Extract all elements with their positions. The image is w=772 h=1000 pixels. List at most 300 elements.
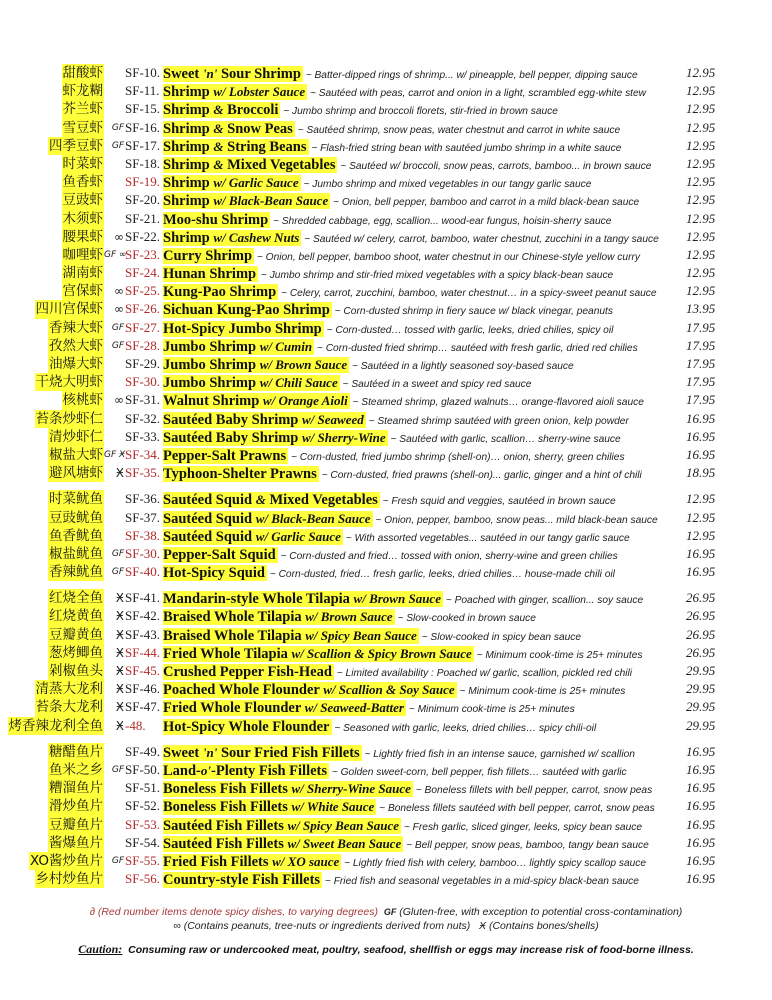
item-title-main: Kung-Pao Shrimp — [163, 284, 277, 301]
item-price: 29.95 — [686, 699, 716, 715]
item-title-sub: w/ Chili Sauce — [259, 375, 338, 391]
chinese-name: 椒盐鱿鱼 — [49, 545, 103, 562]
menu-item — [0, 137, 772, 155]
dietary-marks: Ӿ — [115, 664, 124, 678]
item-title-sub: w/ Seaweed-Batter — [304, 700, 404, 716]
item-price: 16.95 — [686, 852, 716, 868]
item-price: 13.95 — [686, 301, 716, 317]
menu-item — [0, 319, 772, 337]
item-title-main: Sautéed Fish Fillets — [163, 817, 288, 834]
item-code: SF-41. — [125, 590, 161, 606]
item-description: ~ Sautéed in a sweet and spicy red sauce — [339, 379, 532, 391]
item-title — [163, 339, 314, 355]
item-title-sub: w/ Sherry-Wine — [302, 429, 386, 445]
item-price: 12.95 — [686, 119, 716, 135]
item-price: 29.95 — [686, 663, 716, 678]
item-title-tail: Sour Shrimp — [217, 66, 301, 82]
menu-item — [0, 490, 772, 508]
seafood-menu — [0, 64, 772, 896]
item-description: ~ Boneless fillets with bell pepper, carrot, snow peas — [412, 785, 653, 797]
dietary-marks: ∞ — [114, 284, 124, 299]
dietary-marks: Ӿ — [115, 682, 124, 697]
item-title — [163, 511, 373, 527]
menu-item — [0, 545, 772, 563]
item-price: 16.95 — [686, 761, 716, 777]
item-title-sub: 'n' — [202, 66, 218, 81]
chinese-name: 甜酸虾 — [62, 65, 103, 81]
item-description: ~ Jumbo shrimp and broccoli florets, stir-fried in brown sauce — [280, 106, 558, 118]
item-code: SF-35. — [125, 465, 161, 481]
menu-item — [0, 527, 772, 545]
item-price: 12.95 — [686, 265, 716, 281]
gf-legend-text: (Gluten-free, with exception to potential cross-contamination) — [399, 906, 683, 918]
caution-notice — [0, 942, 772, 957]
item-title-sub: w/ Black-Bean Sauce — [213, 193, 329, 209]
item-code: SF-29. — [125, 356, 161, 371]
item-code: SF-16. — [125, 119, 161, 135]
item-description: ~ Onion, pepper, bamboo, snow peas... mild black-bean sauce — [372, 514, 658, 526]
item-title-tail: Broccoli — [223, 102, 279, 119]
item-code: SF-22. — [125, 228, 161, 244]
item-title-sub: w/ Black-Bean Sauce — [255, 510, 371, 526]
item-price: 12.95 — [686, 228, 716, 244]
item-description: ~ Poached with ginger, scallion... soy sauce — [442, 595, 644, 607]
caution-label: Caution: — [78, 942, 123, 956]
item-title-sub: w/ Brown Sauce — [353, 591, 441, 607]
item-price: 12.95 — [686, 491, 716, 507]
chinese-name: 四季豆虾 — [49, 137, 103, 154]
menu-item — [0, 410, 772, 428]
item-description: ~ Sautéed shrimp, snow peas, water chestnut and carrot in white sauce — [294, 124, 621, 136]
chinese-name: 红烧黄鱼 — [49, 608, 103, 625]
item-title-sub: w/ Brown Sauce — [259, 357, 348, 372]
chinese-name: 鱼香虾 — [62, 174, 103, 191]
item-description: ~ Golden sweet-corn, bell pepper, fish fillets… sautéed with garlic — [329, 766, 627, 778]
item-description: ~ Seasoned with garlic, leeks, dried chilies… spicy chili-oil — [331, 722, 597, 734]
item-title — [163, 836, 403, 852]
chinese-name: 乡村炒鱼片 — [35, 871, 103, 888]
menu-item — [0, 300, 772, 318]
item-description: ~ Shredded cabbage, egg, scallion... wood-ear fungus, hoisin-sherry sauce — [270, 215, 612, 227]
item-description: ~ Steamed shrimp, glazed walnuts… orange-flavored aioli sauce — [349, 397, 644, 409]
chinese-name: 清炒虾仁 — [49, 428, 103, 445]
item-title-main: Typhoon-Shelter Prawns — [163, 466, 317, 483]
item-title-main: Shrimp — [163, 84, 214, 101]
menu-item — [0, 626, 772, 644]
spicy-symbol: ∂ — [89, 906, 95, 918]
item-price: 12.95 — [686, 210, 716, 226]
item-price: 12.95 — [686, 101, 716, 117]
item-code: SF-34. — [125, 446, 161, 462]
bones-legend-text: (Contains bones/shells) — [488, 920, 599, 932]
chinese-name: 豆瓣黄鱼 — [49, 626, 103, 643]
item-title — [163, 448, 288, 464]
item-name-line — [163, 464, 642, 485]
item-code: SF-24. — [125, 265, 161, 281]
section-whole-fish — [0, 589, 772, 735]
chinese-name: 芥兰虾 — [62, 101, 103, 118]
item-price: 12.95 — [686, 283, 716, 299]
item-title-sub: w/ Sherry-Wine Sauce — [291, 781, 411, 797]
chinese-name: 苔条大龙利 — [35, 699, 103, 716]
chinese-name: 红烧全鱼 — [49, 590, 103, 607]
item-price: 17.95 — [686, 337, 716, 353]
item-code: SF-15. — [125, 101, 161, 117]
item-code: SF-54. — [125, 834, 161, 850]
menu-item — [0, 246, 772, 264]
item-title-main: Hot-Spicy Jumbo Shrimp — [163, 320, 322, 337]
item-title — [163, 565, 267, 581]
item-code: SF-20. — [125, 192, 161, 208]
item-title-sub: w/ Spicy Bean Sauce — [305, 627, 417, 643]
menu-item — [0, 589, 772, 607]
item-description: ~ Boneless fillets sautéed with bell pepper, carrot, snow peas — [376, 803, 655, 815]
chinese-name: 虾龙糊 — [62, 83, 103, 100]
item-description: ~ Sautéed in a lightly seasoned soy-based sauce — [349, 361, 574, 372]
dietary-marks: GF — [111, 764, 124, 775]
item-code: SF-33. — [125, 428, 161, 444]
item-code: -48. — [125, 717, 146, 733]
item-description: ~ Sautéed w/ broccoli, snow peas, carrots, bamboo... in brown sauce — [337, 160, 652, 172]
section-shrimp — [0, 64, 772, 482]
chinese-name: 宫保虾 — [62, 283, 103, 300]
item-title-sub: w/ Garlic Sauce — [255, 528, 341, 544]
item-code: SF-40. — [125, 564, 161, 580]
item-price: 12.95 — [686, 246, 716, 262]
item-title-main: Hot-Spicy Squid — [163, 565, 265, 582]
item-code: SF-49. — [125, 743, 161, 759]
item-price: 17.95 — [686, 374, 716, 390]
item-title-main: Sweet — [163, 744, 203, 761]
item-title-main: Braised Whole Tilapia — [163, 609, 306, 626]
item-title-main: Sweet — [163, 66, 203, 82]
item-code: SF-50. — [125, 761, 161, 777]
chinese-name: 避风塘虾 — [49, 465, 103, 482]
item-description: ~ Corn-dusted… tossed with garlic, leeks, dried chilies, spicy oil — [323, 324, 614, 336]
menu-item — [0, 264, 772, 282]
item-title-sub: & — [213, 120, 224, 136]
item-code: SF-30. — [125, 545, 161, 561]
chinese-name: 糟溜鱼片 — [49, 780, 103, 797]
item-title-tail: -Plenty Fish Fillets — [211, 762, 328, 779]
chinese-name: 葱烤鲫鱼 — [49, 644, 103, 661]
item-code: SF-43. — [125, 626, 161, 642]
menu-item — [0, 563, 772, 581]
menu-item — [0, 644, 772, 662]
item-description: ~ Onion, bell pepper, bamboo and carrot in a mild black-bean sauce — [330, 197, 640, 209]
item-title-main: Mandarin-style Whole Tilapia — [163, 591, 354, 608]
item-title — [163, 175, 301, 191]
item-title-main: Fried Whole Tilapia — [163, 645, 292, 662]
item-title — [163, 266, 258, 282]
chinese-name: 烤香辣龙利全鱼 — [8, 717, 103, 734]
item-title-sub: 'n' — [202, 744, 218, 760]
item-description: ~ Corn-dusted fried shrimp… sautéed with fresh garlic, dried red chilies — [314, 342, 638, 354]
item-code: SF-51. — [125, 780, 161, 796]
item-description: ~ Fresh squid and veggies, sautéed in brown sauce — [379, 496, 616, 508]
menu-item — [0, 119, 772, 137]
dietary-marks: GF Ӿ — [104, 449, 126, 460]
item-title-main: Fried Whole Flounder — [163, 700, 305, 717]
chinese-name: 油爆大虾 — [49, 356, 103, 372]
item-title — [163, 664, 334, 680]
item-price: 12.95 — [686, 65, 716, 80]
item-title — [163, 682, 457, 698]
chinese-name: 剁椒鱼头 — [49, 663, 103, 679]
item-description: ~ Corn-dusted, fried prawns (shell-on)... garlic, ginger and a hint of chili — [318, 470, 642, 482]
item-title-tail: Sour Fried Fish Fillets — [217, 744, 360, 761]
item-title-main: Boneless Fish Fillets — [163, 799, 292, 816]
item-description: ~ Minimum cook-time is 25+ minutes — [473, 649, 643, 661]
chinese-name: 酱爆鱼片 — [49, 834, 103, 851]
item-description: ~ Corn-dusted, fried… fresh garlic, leeks, dried chilies… house-made chili oil — [266, 569, 615, 581]
menu-item — [0, 662, 772, 680]
item-title-main: Sautéed Fish Fillets — [163, 835, 288, 852]
item-price: 12.95 — [686, 174, 716, 190]
dietary-marks: ∞ — [114, 302, 124, 317]
item-title-sub: w/ Garlic Sauce — [213, 175, 299, 191]
chinese-name: 豆豉鱿鱼 — [49, 509, 103, 526]
legend-line-1 — [0, 906, 772, 918]
item-code: SF-37. — [125, 509, 161, 525]
item-price: 16.95 — [686, 545, 716, 561]
menu-item — [0, 282, 772, 300]
item-price: 12.95 — [686, 137, 716, 153]
menu-item — [0, 607, 772, 625]
menu-item — [0, 717, 772, 735]
menu-item — [0, 191, 772, 209]
menu-item — [0, 761, 772, 779]
item-title-main: Poached Whole Flounder — [163, 682, 324, 699]
item-title — [163, 193, 330, 209]
item-price: 16.95 — [686, 798, 716, 814]
chinese-name: 鱼米之乡 — [49, 761, 103, 778]
item-title-main: Boneless Fish Fillets — [163, 781, 292, 798]
dietary-marks: Ӿ — [115, 609, 124, 624]
item-price: 26.95 — [686, 644, 716, 660]
chinese-name: 咖哩虾 — [62, 246, 103, 263]
item-price: 18.95 — [686, 465, 716, 481]
item-title-main: Shrimp — [163, 175, 214, 192]
menu-item — [0, 82, 772, 100]
item-price: 17.95 — [686, 356, 716, 371]
item-code: SF-44. — [125, 644, 161, 660]
item-description: ~ Minimum cook-time is 25+ minutes — [405, 704, 575, 716]
item-description: ~ Sautéed with garlic, scallion… sherry-wine sauce — [387, 433, 621, 445]
item-price: 12.95 — [686, 509, 716, 525]
menu-item — [0, 64, 772, 82]
item-title-sub: w/ Scallion & Spicy Brown Sauce — [291, 645, 472, 661]
item-price: 16.95 — [686, 871, 716, 887]
menu-item — [0, 391, 772, 409]
menu-item — [0, 228, 772, 246]
item-title-sub: w/ Cashew Nuts — [213, 229, 300, 245]
item-description: ~ Onion, bell pepper, bamboo shoot, water chestnut in our Chinese-style yellow curry — [254, 251, 640, 263]
nuts-legend-text: (Contains peanuts, tree-nuts or ingredients derived from nuts) — [183, 920, 471, 932]
dietary-marks: ∞ — [114, 393, 124, 408]
item-code: SF-47. — [125, 699, 161, 715]
chinese-name: XO酱炒鱼片 — [29, 852, 103, 869]
item-title — [163, 102, 280, 118]
item-code: SF-19. — [125, 174, 161, 190]
item-title — [163, 284, 278, 300]
item-price: 26.95 — [686, 608, 716, 624]
item-title-main: Hunan Shrimp — [163, 266, 257, 283]
item-title-sub: & — [213, 102, 224, 118]
item-price: 12.95 — [686, 527, 716, 543]
chinese-name: 鱼香鱿鱼 — [49, 527, 103, 544]
chinese-name: 苔条炒虾仁 — [35, 410, 103, 427]
item-title — [163, 781, 413, 797]
item-title-sub: w/ Sweet Bean Sauce — [287, 835, 402, 851]
item-title-sub: w/ Spicy Bean Sauce — [287, 817, 400, 833]
item-title — [163, 139, 309, 155]
item-code: SF-52. — [125, 798, 161, 814]
gf-symbol: GF — [383, 907, 397, 917]
menu-item — [0, 210, 772, 228]
item-code: SF-56. — [125, 871, 161, 887]
item-price: 17.95 — [686, 392, 716, 408]
chinese-name: 时菜鱿鱼 — [49, 491, 103, 508]
item-title-main: Jumbo Shrimp — [163, 357, 260, 373]
chinese-name: 干烧大明虾 — [35, 374, 103, 391]
item-title — [163, 628, 419, 644]
chinese-name: 腰果虾 — [62, 228, 103, 245]
chinese-name: 湖南虾 — [62, 265, 103, 282]
item-price: 16.95 — [686, 834, 716, 850]
menu-item — [0, 337, 772, 355]
item-title-tail: String Beans — [223, 138, 307, 155]
dietary-marks: Ӿ — [115, 466, 124, 481]
item-code: SF-23. — [125, 246, 161, 262]
item-title-main: Walnut Shrimp — [163, 393, 263, 410]
menu-item — [0, 834, 772, 852]
chinese-name: 豆瓣鱼片 — [49, 816, 103, 833]
item-code: SF-46. — [125, 681, 161, 697]
item-code: SF-31. — [125, 392, 161, 408]
item-price: 26.95 — [686, 590, 716, 606]
item-title-sub: o' — [200, 762, 212, 778]
chinese-name: 核桃虾 — [62, 392, 103, 409]
item-price: 12.95 — [686, 155, 716, 171]
item-title — [163, 609, 395, 625]
dietary-marks: GF — [111, 548, 124, 559]
item-title-main: Sautéed Baby Shrimp — [163, 429, 302, 446]
item-title — [163, 84, 307, 100]
menu-item — [0, 743, 772, 761]
item-title — [163, 745, 362, 761]
chinese-name: 木须虾 — [62, 210, 103, 227]
menu-item — [0, 870, 772, 888]
legend-line-2 — [0, 920, 772, 932]
item-code: SF-36. — [125, 491, 161, 507]
item-price: 12.95 — [686, 83, 716, 99]
dietary-marks: Ӿ — [115, 718, 124, 733]
menu-item — [0, 680, 772, 698]
item-code: SF-28. — [125, 337, 161, 353]
item-title — [163, 492, 380, 508]
item-price: 29.95 — [686, 717, 716, 733]
item-title-main: Moo-shu Shrimp — [163, 211, 269, 228]
caution-text: Consuming raw or undercooked meat, poultry, seafood, shellfish or eggs may increase risk of food-borne illness. — [128, 944, 694, 956]
item-title — [163, 719, 332, 735]
item-title — [163, 547, 278, 563]
item-code: SF-42. — [125, 608, 161, 624]
chinese-name: 雪豆虾 — [62, 119, 103, 136]
item-title-main: Jumbo Shrimp — [163, 375, 260, 392]
item-description: ~ Jumbo shrimp and stir-fried mixed vegetables with a spicy black-bean sauce — [258, 270, 614, 282]
item-title-sub: w/ Cumin — [259, 338, 313, 354]
chinese-name: 椒盐大虾 — [49, 446, 103, 463]
dietary-marks: GF ∞ — [104, 249, 127, 260]
item-name-line — [163, 563, 615, 584]
menu-item — [0, 816, 772, 834]
item-title — [163, 393, 350, 409]
item-title-main: Shrimp — [163, 120, 214, 137]
item-title-main: Sautéed Squid — [163, 528, 256, 545]
menu-item — [0, 373, 772, 391]
spicy-legend-text: (Red number items denote spicy dishes, to varying degrees) — [97, 906, 378, 918]
menu-item — [0, 509, 772, 527]
item-title — [163, 430, 388, 446]
item-title-sub: w/ Seaweed — [302, 411, 364, 427]
dietary-marks: GF — [111, 340, 124, 351]
item-description: ~ Minimum cook-time is 25+ minutes — [456, 686, 626, 698]
menu-item — [0, 698, 772, 716]
item-price: 16.95 — [686, 816, 716, 832]
item-title — [163, 763, 329, 779]
item-title-main: Country-style Fish Fillets — [163, 872, 321, 889]
dietary-marks: Ӿ — [115, 591, 124, 606]
item-description: ~ Slow-cooked in brown sauce — [394, 613, 536, 625]
dietary-marks: Ӿ — [115, 627, 124, 642]
item-title-sub: w/ XO sauce — [272, 853, 340, 869]
item-code: SF-53. — [125, 816, 161, 832]
item-title — [163, 321, 324, 337]
item-price: 16.95 — [686, 428, 716, 444]
item-price: 16.95 — [686, 743, 716, 759]
item-code: SF-11. — [125, 83, 160, 99]
chinese-name: 滑炒鱼片 — [49, 798, 103, 815]
item-title — [163, 700, 406, 716]
item-description: ~ Fried fish and seasonal vegetables in a mid-spicy black-bean sauce — [322, 876, 639, 888]
dietary-marks: GF — [111, 322, 124, 333]
item-description: ~ Corn-dusted, fried jumbo shrimp (shell-on)… onion, sherry, green chilies — [288, 451, 625, 463]
item-title-tail: Mixed Vegetables — [265, 492, 378, 509]
section-fish-fillets — [0, 743, 772, 889]
item-price: 16.95 — [686, 446, 716, 462]
item-code: SF-26. — [125, 301, 161, 317]
dietary-marks: GF — [111, 122, 124, 133]
item-title — [163, 121, 295, 137]
item-title-main: Shrimp — [163, 102, 214, 119]
item-price: 12.95 — [686, 192, 716, 208]
dietary-marks: GF — [111, 855, 124, 866]
item-code: SF-18. — [125, 155, 161, 171]
menu-item — [0, 100, 772, 118]
chinese-name: 四川宫保虾 — [35, 301, 103, 318]
menu-item — [0, 464, 772, 482]
item-title-main: Shrimp — [163, 229, 214, 246]
item-title-main: Pepper-Salt Prawns — [163, 447, 287, 464]
chinese-name: 香辣鱿鱼 — [49, 564, 103, 581]
item-title — [163, 212, 270, 228]
item-description: ~ Slow-cooked in spicy bean sauce — [418, 631, 582, 643]
item-code: SF-32. — [125, 410, 161, 426]
chinese-name: 香辣大虾 — [49, 319, 103, 336]
item-price: 16.95 — [686, 564, 716, 580]
chinese-name: 豆豉虾 — [62, 192, 103, 209]
